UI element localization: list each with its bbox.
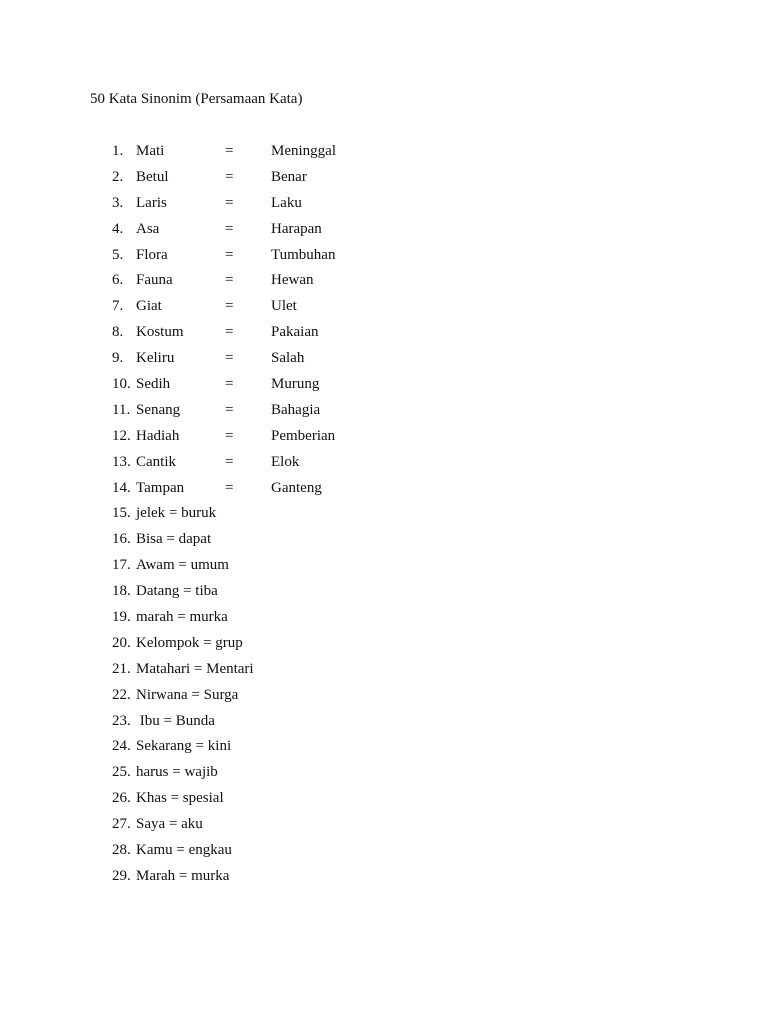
list-item <box>112 712 215 738</box>
item-word: Hadiah <box>136 427 180 444</box>
item-equals: = <box>225 453 234 470</box>
list-item <box>112 194 302 220</box>
item-equals: = <box>225 220 234 237</box>
list-item <box>112 660 254 686</box>
list-item <box>112 789 224 815</box>
list-item <box>112 142 336 168</box>
item-equals: = <box>225 479 234 496</box>
item-text: harus = wajib <box>136 764 218 781</box>
item-word: Sedih <box>136 376 171 393</box>
item-synonym: Laku <box>271 194 302 211</box>
item-number: 23. <box>112 712 131 729</box>
list-item <box>112 763 218 789</box>
item-word: Keliru <box>136 350 175 367</box>
item-number: 16. <box>112 531 131 548</box>
list-item <box>112 815 203 841</box>
item-synonym: Elok <box>271 453 300 470</box>
item-number: 19. <box>112 609 131 626</box>
item-number: 4. <box>112 220 124 237</box>
list-item <box>112 737 232 763</box>
item-synonym: Tumbuhan <box>271 246 336 263</box>
list-item <box>112 608 228 634</box>
item-word: Asa <box>136 220 160 237</box>
item-word: Cantik <box>136 453 176 470</box>
item-text: Saya = aku <box>136 816 203 833</box>
list-item <box>112 246 336 272</box>
item-synonym: Meninggal <box>271 143 336 159</box>
item-text: Khas = spesial <box>136 790 224 807</box>
item-number: 22. <box>112 686 131 703</box>
item-word: Betul <box>136 168 169 185</box>
item-text: Marah = murka <box>136 867 230 884</box>
item-number: 17. <box>112 557 131 574</box>
item-text: jelek = buruk <box>136 505 217 522</box>
item-equals: = <box>225 324 234 341</box>
item-number: 29. <box>112 867 131 884</box>
item-number: 21. <box>112 660 131 677</box>
item-number: 11. <box>112 401 131 418</box>
item-synonym: Murung <box>271 376 320 393</box>
item-text: Sekarang = kini <box>136 738 232 755</box>
list-item <box>112 453 300 479</box>
item-text: Matahari = Mentari <box>136 660 254 677</box>
item-equals: = <box>225 143 234 159</box>
item-word: Kostum <box>136 324 184 341</box>
list-item <box>112 349 305 375</box>
item-number: 6. <box>112 272 124 289</box>
item-number: 9. <box>112 350 124 367</box>
item-number: 7. <box>112 298 124 315</box>
item-number: 2. <box>112 168 124 185</box>
item-equals: = <box>225 401 234 418</box>
item-number: 3. <box>112 194 124 211</box>
item-synonym: Salah <box>271 350 305 367</box>
item-text: Awam = umum <box>136 557 229 574</box>
list-item <box>112 401 321 427</box>
item-equals: = <box>225 298 234 315</box>
item-number: 25. <box>112 764 131 781</box>
item-word: Tampan <box>136 479 185 496</box>
item-synonym: Harapan <box>271 220 322 237</box>
item-text: Nirwana = Surga <box>136 686 239 703</box>
item-equals: = <box>225 376 234 393</box>
item-number: 12. <box>112 427 131 444</box>
item-word: Fauna <box>136 272 173 289</box>
item-number: 15. <box>112 505 131 522</box>
page-title: 50 Kata Sinonim (Persamaan Kata) <box>90 91 303 107</box>
list-item <box>112 556 229 582</box>
list-item <box>112 504 217 530</box>
synonym-list <box>112 142 336 893</box>
item-equals: = <box>225 350 234 367</box>
item-number: 8. <box>112 324 124 341</box>
item-synonym: Ganteng <box>271 479 322 496</box>
list-item <box>112 297 297 323</box>
item-number: 27. <box>112 816 131 833</box>
item-equals: = <box>225 427 234 444</box>
list-item <box>112 427 336 453</box>
item-equals: = <box>225 194 234 211</box>
item-number: 13. <box>112 453 131 470</box>
item-text: Kelompok = grup <box>136 634 243 651</box>
item-text: Kamu = engkau <box>136 842 232 859</box>
item-word: Laris <box>136 194 167 211</box>
item-synonym: Pakaian <box>271 324 319 341</box>
list-item <box>112 634 243 660</box>
list-item <box>112 479 322 505</box>
item-number: 14. <box>112 479 131 496</box>
item-text: Datang = tiba <box>136 583 218 600</box>
list-item <box>112 530 212 556</box>
item-number: 18. <box>112 583 131 600</box>
item-number: 28. <box>112 842 131 859</box>
item-synonym: Ulet <box>271 298 297 315</box>
item-synonym: Pemberian <box>271 427 336 444</box>
item-number: 20. <box>112 634 131 651</box>
item-number: 26. <box>112 790 131 807</box>
item-number: 1. <box>112 143 124 159</box>
item-text: Ibu = Bunda <box>136 712 215 729</box>
item-equals: = <box>225 168 234 185</box>
list-item <box>112 582 218 608</box>
list-item <box>112 841 232 867</box>
list-item <box>112 323 319 349</box>
item-number: 5. <box>112 246 124 263</box>
list-item <box>112 220 322 246</box>
item-word: Giat <box>136 298 162 315</box>
list-item <box>112 686 239 712</box>
list-item <box>112 271 314 297</box>
item-word: Flora <box>136 246 168 263</box>
item-synonym: Hewan <box>271 272 314 289</box>
item-synonym: Benar <box>271 168 307 185</box>
item-word: Mati <box>136 143 165 159</box>
item-number: 10. <box>112 376 131 393</box>
item-text: marah = murka <box>136 609 228 626</box>
item-word: Senang <box>136 401 181 418</box>
item-equals: = <box>225 272 234 289</box>
item-synonym: Bahagia <box>271 401 321 418</box>
list-item <box>112 168 307 194</box>
list-item <box>112 867 230 893</box>
item-number: 24. <box>112 738 131 755</box>
item-equals: = <box>225 246 234 263</box>
list-item <box>112 375 320 401</box>
item-text: Bisa = dapat <box>136 531 212 548</box>
